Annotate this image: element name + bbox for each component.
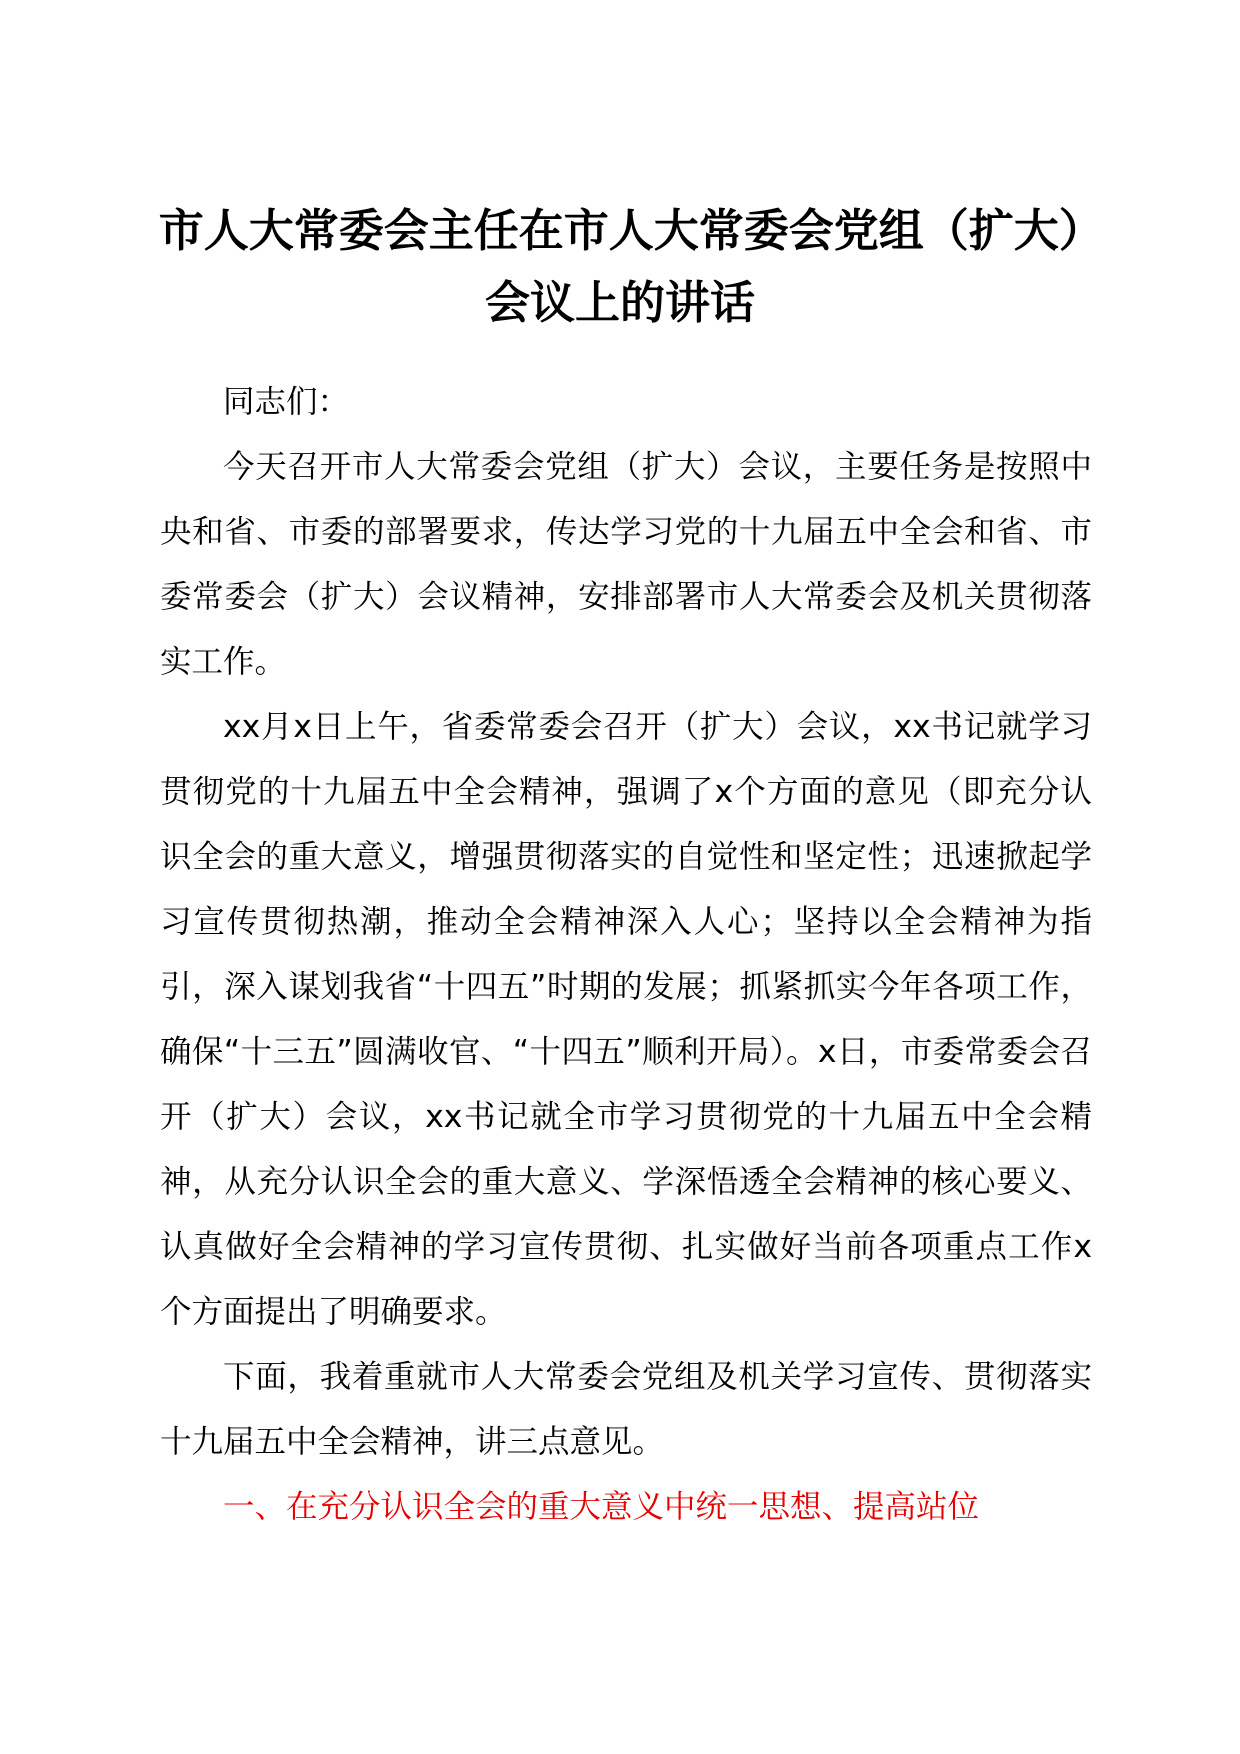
document-body <box>160 370 1092 1540</box>
document-title: 市人大常委会主任在市人大常委会党组（扩大）会议上的讲话 <box>158 204 1082 329</box>
paragraph-2: xx月x日上午，省委常委会召开（扩大）会议，xx书记就学习贯彻党的十九届五中全会精神，强调了x个方面的意见（即充分认识全会的重大意义，增强贯彻落实的自觉性和坚定性；迅速掀起学习宣传贯彻热潮，推动全会精神深入人心；坚持以全会精神为指引，深入谋划我省“十四五”时期的发展；抓紧抓实今年各项工作，确保“十三五”圆满收官、“十四五”顺利开局）。x日，市委常委会召开（扩大）会议，xx书记就全市学习贯彻党的十九届五中全会精神，从充分认识全会的重大意义、学深悟透全会精神的核心要义、认真做好全会精神的学习宣传贯彻、扎实做好当前各项重点工作x个方面提出了明确要求。 <box>160 709 1092 1330</box>
section-heading: 一、在充分认识全会的重大意义中统一思想、提高站位 <box>223 1489 980 1525</box>
paragraph-1: 今天召开市人大常委会党组（扩大）会议，主要任务是按照中央和省、市委的部署要求，传达学习党的十九届五中全会和省、市委常委会（扩大）会议精神，安排部署市人大常委会及机关贯彻落实工作。 <box>160 449 1092 680</box>
salutation: 同志们： <box>223 384 350 420</box>
paragraph-3: 下面，我着重就市人大常委会党组及机关学习宣传、贯彻落实十九届五中全会精神，讲三点意见。 <box>160 1359 1092 1460</box>
